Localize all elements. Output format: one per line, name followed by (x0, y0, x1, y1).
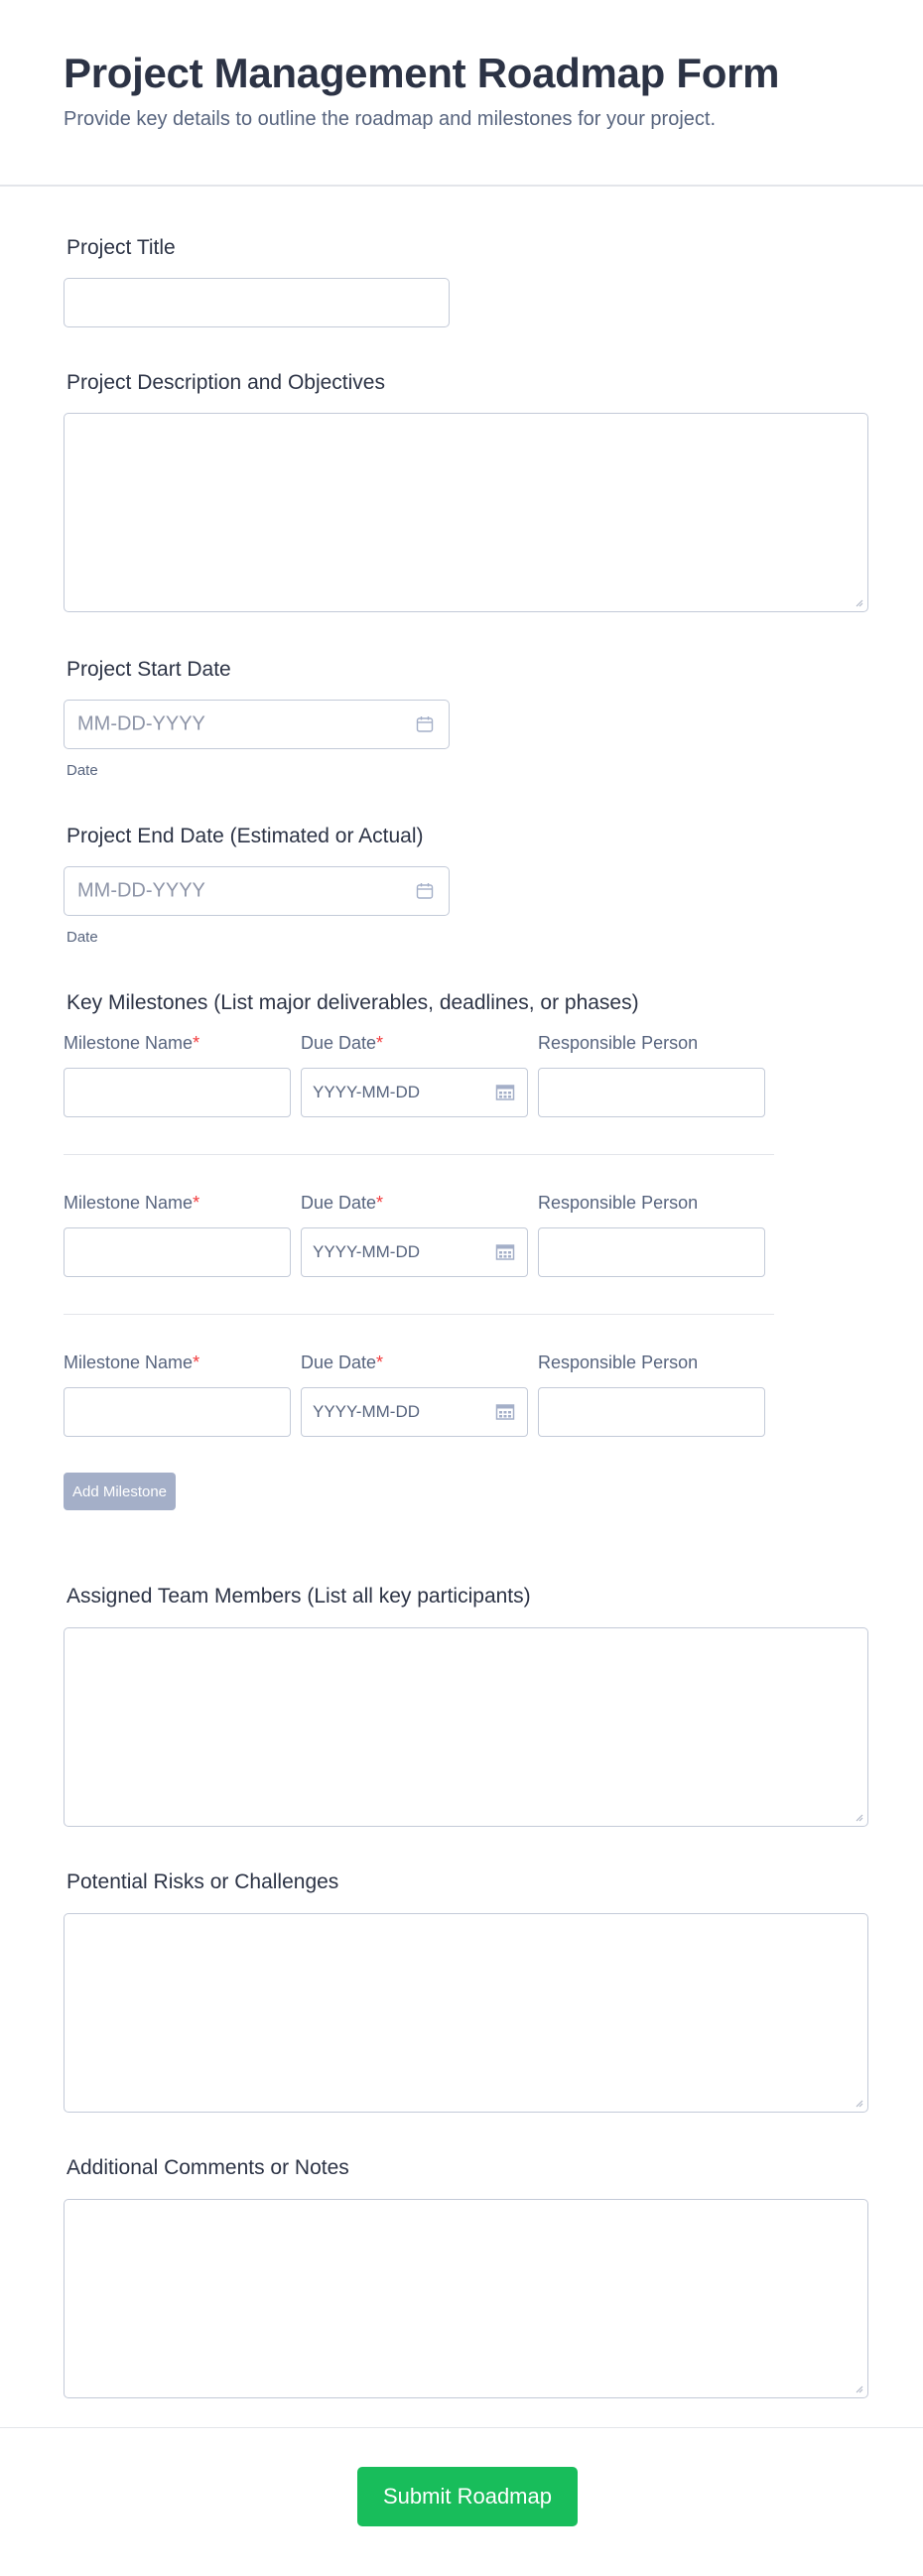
calendar-grid-icon[interactable] (495, 1242, 515, 1262)
resize-grip-icon[interactable] (854, 597, 863, 607)
submit-roadmap-button[interactable]: Submit Roadmap (357, 2467, 578, 2526)
comments-textarea[interactable] (64, 2199, 868, 2398)
responsible-person-label: Responsible Person (538, 1193, 699, 1213)
description-textarea[interactable] (64, 413, 868, 612)
risks-label: Potential Risks or Challenges (66, 1870, 339, 1893)
due-date-label: Due Date* (301, 1352, 384, 1372)
calendar-grid-icon[interactable] (495, 1402, 515, 1422)
form-footer (0, 2427, 923, 2576)
responsible-person-label: Responsible Person (538, 1033, 699, 1053)
form-header (0, 0, 923, 187)
resize-grip-icon[interactable] (854, 1812, 863, 1822)
resize-grip-icon[interactable] (854, 2383, 863, 2393)
calendar-grid-icon[interactable] (495, 1083, 515, 1102)
milestone-due-date-input[interactable] (301, 1227, 528, 1277)
milestone-due-date-input[interactable] (301, 1387, 528, 1437)
resize-grip-icon[interactable] (854, 2098, 863, 2108)
responsible-person-input[interactable] (538, 1068, 765, 1117)
comments-label: Additional Comments or Notes (66, 2156, 349, 2179)
milestone-divider (64, 1154, 774, 1155)
description-label: Project Description and Objectives (66, 371, 385, 394)
start-date-label: Project Start Date (66, 658, 231, 681)
form-title: Project Management Roadmap Form (64, 50, 780, 96)
required-mark: * (193, 1193, 200, 1213)
responsible-person-input[interactable] (538, 1227, 765, 1277)
end-date-input[interactable] (64, 866, 450, 916)
end-date-sublabel: Date (66, 929, 98, 946)
start-date-sublabel: Date (66, 762, 98, 779)
due-date-placeholder: YYYY-MM-DD (313, 1242, 420, 1261)
end-date-label: Project End Date (Estimated or Actual) (66, 825, 424, 847)
milestone-name-label: Milestone Name* (64, 1352, 200, 1372)
calendar-icon[interactable] (415, 714, 435, 734)
milestone-due-date-input[interactable] (301, 1068, 528, 1117)
due-date-label: Due Date* (301, 1193, 384, 1213)
add-milestone-button[interactable]: Add Milestone (64, 1473, 176, 1510)
milestone-name-label: Milestone Name* (64, 1033, 200, 1053)
required-mark: * (376, 1033, 384, 1053)
milestone-divider (64, 1314, 774, 1315)
due-date-placeholder: YYYY-MM-DD (313, 1402, 420, 1421)
due-date-label: Due Date* (301, 1033, 384, 1053)
calendar-icon[interactable] (415, 881, 435, 901)
milestones-label: Key Milestones (List major deliverables, deadlines, or phases) (66, 991, 639, 1014)
team-members-label: Assigned Team Members (List all key participants) (66, 1585, 531, 1608)
required-mark: * (193, 1352, 200, 1372)
end-date-placeholder: MM-DD-YYYY (77, 879, 205, 902)
risks-textarea[interactable] (64, 1913, 868, 2113)
responsible-person-label: Responsible Person (538, 1352, 699, 1372)
team-members-textarea[interactable] (64, 1627, 868, 1827)
due-date-placeholder: YYYY-MM-DD (313, 1083, 420, 1101)
required-mark: * (376, 1193, 384, 1213)
milestone-name-input[interactable] (64, 1068, 291, 1117)
milestone-name-input[interactable] (64, 1227, 291, 1277)
required-mark: * (193, 1033, 200, 1053)
start-date-input[interactable] (64, 700, 450, 749)
form-subtitle: Provide key details to outline the roadmap and milestones for your project. (64, 108, 717, 130)
responsible-person-input[interactable] (538, 1387, 765, 1437)
project-title-input[interactable] (64, 278, 450, 327)
milestone-name-label: Milestone Name* (64, 1193, 200, 1213)
start-date-placeholder: MM-DD-YYYY (77, 712, 205, 735)
required-mark: * (376, 1352, 384, 1372)
milestone-name-input[interactable] (64, 1387, 291, 1437)
project-title-label: Project Title (66, 236, 176, 259)
